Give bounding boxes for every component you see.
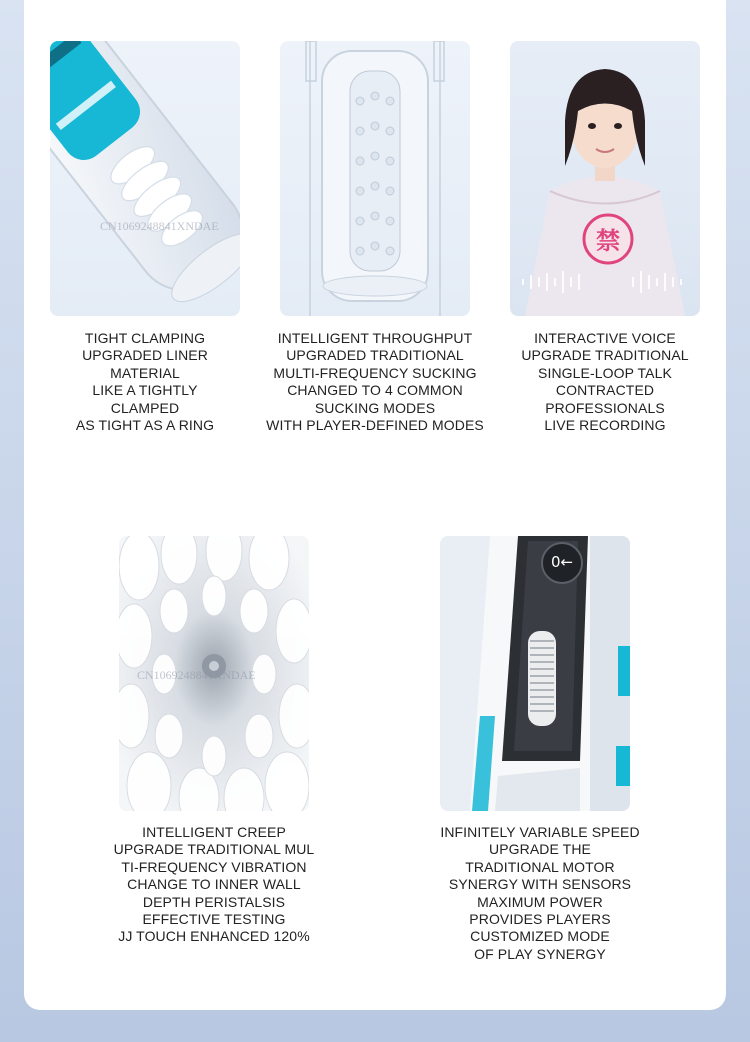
caption-line: CONTRACTED [555, 382, 655, 399]
clamping-image [50, 41, 240, 316]
caption-line: MATERIAL [110, 364, 180, 381]
caption-line: SINGLE-LOOP TALK [538, 364, 672, 381]
caption-line: INTERACTIVE VOICE [534, 330, 676, 346]
caption-line: UPGRADED LINER [82, 347, 208, 364]
caption-line: EFFECTIVE TESTING [142, 911, 286, 928]
watermark-text: CN1069248841XNDAE [100, 219, 219, 233]
caption-line: PROFESSIONALS [545, 399, 665, 416]
caption-line: UPGRADE TRADITIONAL MUL [113, 841, 315, 858]
caption-line: SYNERGY WITH SENSORS [448, 876, 632, 893]
device-sleeve-illustration [50, 41, 240, 316]
caption-line: CUSTOMIZED MODE [470, 928, 610, 945]
caption-line: MAXIMUM POWER [477, 893, 603, 910]
caption-line: WITH PLAYER-DEFINED MODES [266, 417, 484, 434]
feature-caption-clamping [40, 330, 250, 434]
caption-line: DEPTH PERISTALSIS [142, 893, 286, 910]
caption-line: LIVE RECORDING [544, 417, 666, 434]
feature-caption-speed [415, 824, 665, 963]
caption-line: JJ TOUCH ENHANCED 120% [118, 928, 310, 945]
caption-line: TIGHT CLAMPING [84, 330, 206, 346]
caption-line: UPGRADE TRADITIONAL [521, 347, 689, 364]
caption-line: LIKE A TIGHTLY [92, 382, 198, 399]
speed-image [440, 536, 630, 811]
caption-line: PROVIDES PLAYERS [469, 911, 611, 928]
transparent-sleeve-illustration [280, 41, 470, 316]
caption-line: MULTI-FREQUENCY SUCKING [273, 364, 477, 381]
caption-line: TI-FREQUENCY VIBRATION [121, 858, 307, 875]
caption-line: CLAMPED [110, 399, 180, 416]
portrait-illustration [510, 41, 700, 316]
caption-line: INFINITELY VARIABLE SPEED [440, 824, 640, 840]
feature-caption-voice [500, 330, 710, 434]
caption-line: UPGRADED TRADITIONAL [286, 347, 464, 364]
voice-image [510, 41, 700, 316]
caption-line: INTELLIGENT CREEP [142, 824, 286, 840]
caption-line: SUCKING MODES [314, 399, 436, 416]
caption-line: INTELLIGENT THROUGHPUT [277, 330, 473, 346]
throughput-image [280, 41, 470, 316]
feature-caption-creep [94, 824, 334, 946]
caption-line: CHANGED TO 4 COMMON [287, 382, 463, 399]
caption-line: UPGRADE THE [489, 841, 591, 858]
caption-line: CHANGE TO INNER WALL [127, 876, 301, 893]
power-button-symbol: 0← [550, 553, 574, 571]
feature-caption-throughput [255, 330, 495, 434]
censor-badge: 禁 [596, 227, 620, 255]
caption-line: TRADITIONAL MOTOR [465, 858, 615, 875]
creep-image [119, 536, 309, 811]
watermark-text: CN1069248841XNDAE [137, 668, 256, 682]
caption-line: OF PLAY SYNERGY [474, 945, 606, 962]
device-dial-illustration [440, 536, 630, 811]
caption-line: AS TIGHT AS A RING [75, 417, 215, 434]
